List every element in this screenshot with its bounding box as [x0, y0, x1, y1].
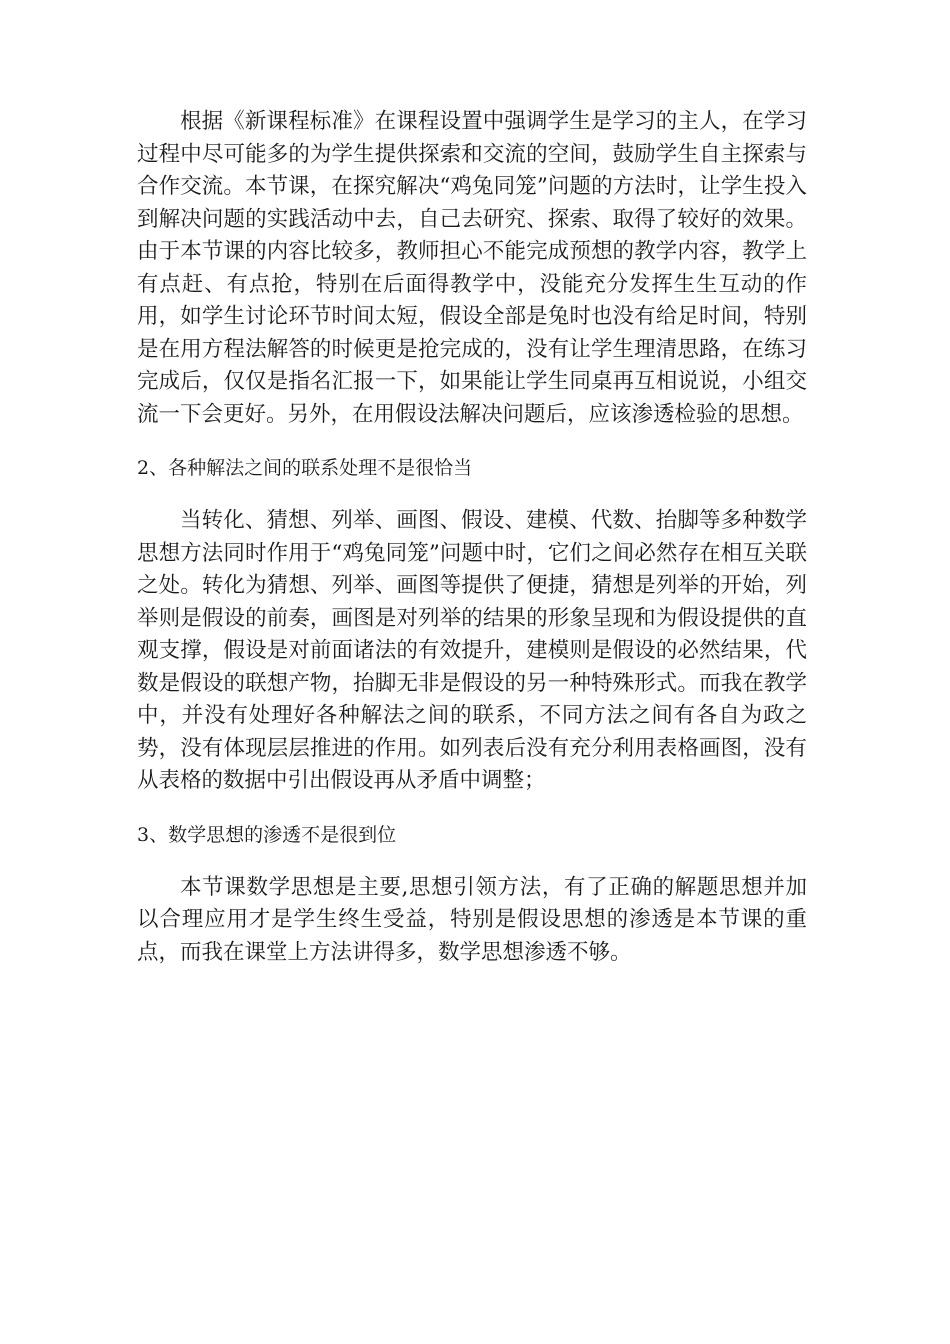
- paragraph-solution-methods: 当转化、猜想、列举、画图、假设、建模、代数、抬脚等多种数学思想方法同时作用于“鸡兔同笼”问题中时，它们之间必然存在相互关联之处。转化为猜想、列举、画图等提供了便捷，猜想是列举的开始，列举则是假设的前奏，画图是对列举的结果的形象呈现和为假设提供的直观支撑，假设是对前面诸法的有效提升，建模则是假设的必然结果，代数是假设的联想产物，抬脚无非是假设的另一种特殊形式。而我在教学中，并没有处理好各种解法之间的联系，不同方法之间有各自为政之势，没有体现层层推进的作用。如列表后没有充分利用表格画图，没有从表格的数据中引出假设再从矛盾中调整；: [137, 508, 807, 793]
- section-heading-2: 2、各种解法之间的联系处理不是很恰当: [137, 457, 473, 479]
- paragraph-curriculum-reflection: 根据《新课程标准》在课程设置中强调学生是学习的主人，在学习过程中尽可能多的为学生提供探索和交流的空间，鼓励学生自主探索与合作交流。本节课，在探究解决“鸡兔同笼”问题的方法时，让学生投入到解决问题的实践活动中去，自己去研究、探索、取得了较好的效果。由于本节课的内容比较多，教师担心不能完成预想的教学内容，教学上有点赶、有点抢，特别在后面得教学中，没能充分发挥生生互动的作用，如学生讨论环节时间太短，假设全部是兔时也没有给足时间，特别是在用方程法解答的时候更是抢完成的，没有让学生理清思路，在练习完成后，仅仅是指名汇报一下，如果能让学生同桌再互相说说，小组交流一下会更好。另外，在用假设法解决问题后，应该渗透检验的思想。: [137, 109, 807, 427]
- document-body: [137, 106, 807, 969]
- paragraph-math-thinking: 本节课数学思想是主要,思想引领方法，有了正确的解题思想并加以合理应用才是学生终生受益，特别是假设思想的渗透是本节课的重点，而我在课堂上方法讲得多，数学思想渗透不够。: [137, 874, 807, 965]
- section-heading-3: 3、数学思想的渗透不是很到位: [137, 823, 397, 846]
